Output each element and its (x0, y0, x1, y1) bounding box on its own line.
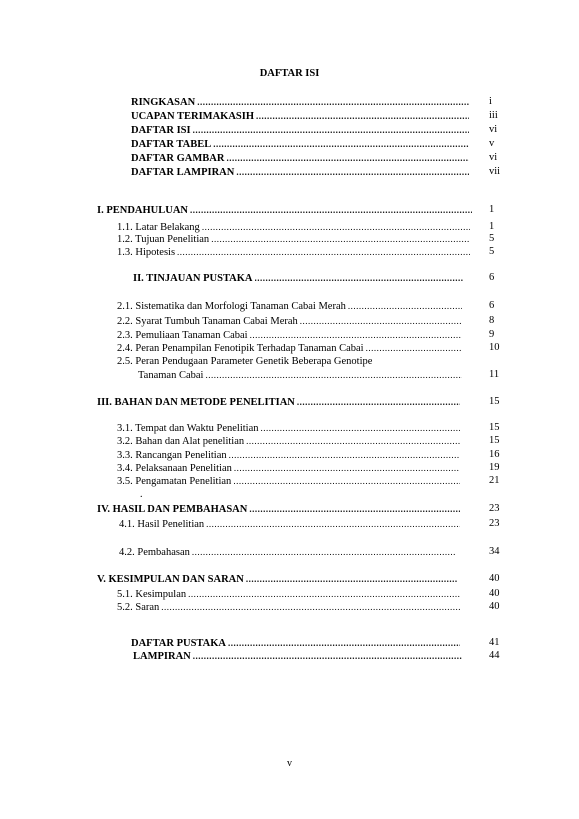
toc-page-number: vi (489, 124, 498, 135)
toc-page-number: 41 (489, 637, 500, 648)
dot-leader (193, 649, 462, 663)
dot-leader (193, 123, 469, 137)
toc-label: UCAPAN TERIMAKASIH (131, 111, 254, 122)
dot-leader (261, 421, 460, 435)
toc-label: II. TINJAUAN PUSTAKA (133, 273, 253, 284)
toc-entry-ringkasan[interactable] (131, 95, 471, 109)
toc-entry-2-5-cont[interactable] (138, 368, 464, 382)
toc-page-number: 19 (489, 462, 500, 473)
toc-entry-4-1[interactable] (119, 517, 462, 531)
toc-page-number: 15 (489, 435, 500, 446)
toc-entry-daftar-lampiran[interactable] (131, 165, 471, 179)
dot-leader (228, 636, 460, 650)
toc-entry-1-3[interactable] (117, 245, 472, 259)
toc-page-number: v (489, 138, 495, 149)
toc-page-number: 23 (489, 518, 500, 529)
toc-label: 3.1. Tempat dan Waktu Penelitian (117, 423, 259, 434)
toc-chapter-bahan-dan-metode[interactable] (97, 395, 462, 409)
toc-page-number: 16 (489, 449, 500, 460)
dot-leader (205, 368, 462, 382)
toc-entry-2-4[interactable] (117, 341, 464, 355)
toc-page-number: 1 (489, 221, 495, 232)
dot-leader (233, 474, 460, 488)
dot-leader (192, 545, 456, 559)
toc-page-number: 44 (489, 650, 500, 661)
toc-entry-4-2[interactable] (119, 545, 458, 559)
toc-label: 4.2. Pembahasan (119, 547, 190, 558)
toc-label: 5.2. Saran (117, 602, 160, 613)
toc-entry-3-4[interactable] (117, 461, 462, 475)
stray-mark: . (140, 489, 143, 500)
toc-entry-3-2[interactable] (117, 434, 462, 448)
toc-label: 1.1. Latar Belakang (117, 222, 200, 233)
toc-page-number: 34 (489, 546, 500, 557)
toc-entry-5-1[interactable] (117, 587, 462, 601)
toc-entry-2-1[interactable] (117, 299, 464, 313)
dot-leader (211, 232, 470, 246)
dot-leader (213, 137, 469, 151)
dot-leader (177, 245, 470, 259)
toc-page-number: 23 (489, 503, 500, 514)
toc-label: DAFTAR TABEL (131, 139, 212, 150)
dot-leader (226, 151, 469, 165)
toc-label: Tanaman Cabai (138, 370, 204, 381)
toc-label: DAFTAR PUSTAKA (131, 638, 226, 649)
toc-label: RINGKASAN (131, 97, 196, 108)
dot-leader (255, 271, 463, 285)
dot-leader (249, 502, 460, 516)
toc-entry-3-1[interactable] (117, 421, 462, 435)
toc-entry-lampiran[interactable] (133, 649, 464, 663)
dot-leader (229, 448, 460, 462)
toc-label: V. KESIMPULAN DAN SARAN (97, 574, 244, 585)
toc-entry-daftar-isi[interactable] (131, 123, 471, 137)
toc-label: 5.1. Kesimpulan (117, 589, 187, 600)
toc-entry-daftar-pustaka[interactable] (131, 636, 462, 650)
dot-leader (236, 165, 469, 179)
toc-page-number: 1 (489, 204, 495, 215)
dot-leader (250, 328, 462, 342)
toc-page-number: vii (489, 166, 501, 177)
toc-page-number: 15 (489, 396, 500, 407)
toc-label: 4.1. Hasil Penelitian (119, 519, 205, 530)
toc-chapter-kesimpulan-dan-saran[interactable] (97, 572, 460, 586)
toc-page-number: 9 (489, 329, 495, 340)
dot-leader (366, 341, 462, 355)
dot-leader (300, 314, 462, 328)
toc-chapter-pendahuluan[interactable] (97, 203, 474, 217)
toc-page-number: 5 (489, 233, 495, 244)
toc-label: 1.2. Tujuan Penelitian (117, 234, 210, 245)
toc-entry-1-2[interactable] (117, 232, 472, 246)
toc-page-number: 8 (489, 315, 495, 326)
toc-page-number: 6 (489, 300, 495, 311)
page-title: DAFTAR ISI (259, 68, 320, 79)
dot-leader (234, 461, 460, 475)
dot-leader (256, 109, 469, 123)
toc-page-number: vi (489, 152, 498, 163)
dot-leader (246, 572, 458, 586)
toc-label: 2.4. Peran Penampilan Fenotipik Terhadap Tanaman Cabai (117, 343, 364, 354)
dot-leader (188, 587, 460, 601)
toc-label: 2.5. Peran Pendugaan Parameter Genetik Beberapa Genotipe (117, 356, 373, 367)
toc-label: 2.3. Pemuliaan Tanaman Cabai (117, 330, 248, 341)
toc-page-number: 11 (489, 369, 500, 380)
dot-leader (161, 600, 460, 614)
dot-leader (246, 434, 460, 448)
toc-label: III. BAHAN DAN METODE PENELITIAN (97, 397, 295, 408)
toc-page-number: iii (489, 110, 498, 121)
footer-page-number: v (287, 758, 292, 769)
dot-leader (197, 95, 469, 109)
toc-page-number: 40 (489, 573, 500, 584)
toc-page-number: 40 (489, 601, 500, 612)
toc-page-number: 5 (489, 246, 495, 257)
toc-chapter-tinjauan-pustaka[interactable] (133, 271, 465, 285)
toc-label: LAMPIRAN (133, 651, 191, 662)
toc-label: 3.4. Pelaksanaan Penelitian (117, 463, 232, 474)
toc-label: DAFTAR ISI (131, 125, 191, 136)
toc-label: 3.3. Rancangan Penelitian (117, 450, 227, 461)
toc-label: DAFTAR LAMPIRAN (131, 167, 235, 178)
toc-label: 2.2. Syarat Tumbuh Tanaman Cabai Merah (117, 316, 298, 327)
toc-entry-5-2[interactable] (117, 600, 462, 614)
toc-page-number: 10 (489, 342, 500, 353)
toc-entry-daftar-gambar[interactable] (131, 151, 471, 165)
toc-label: IV. HASIL DAN PEMBAHASAN (97, 504, 248, 515)
toc-label: 3.2. Bahan dan Alat penelitian (117, 436, 245, 447)
toc-entry-2-2[interactable] (117, 314, 464, 328)
toc-page-number: 21 (489, 475, 500, 486)
toc-label: 2.1. Sistematika dan Morfologi Tanaman Cabai Merah (117, 301, 346, 312)
toc-entry-daftar-tabel[interactable] (131, 137, 471, 151)
dot-leader (206, 517, 460, 531)
toc-entry-ucapan-terimakasih[interactable] (131, 109, 471, 123)
toc-label: I. PENDAHULUAN (97, 205, 189, 216)
toc-entry-3-5[interactable] (117, 474, 462, 488)
toc-label: 3.5. Pengamatan Penelitian (117, 476, 232, 487)
dot-leader (348, 299, 462, 313)
toc-entry-3-3[interactable] (117, 448, 462, 462)
toc-label: 1.3. Hipotesis (117, 247, 176, 258)
dot-leader (190, 203, 472, 217)
toc-page-number: 40 (489, 588, 500, 599)
toc-page-number: 6 (489, 272, 495, 283)
toc-label: DAFTAR GAMBAR (131, 153, 225, 164)
toc-entry-2-3[interactable] (117, 328, 464, 342)
toc-page-number: 15 (489, 422, 500, 433)
toc-chapter-hasil-dan-pembahasan[interactable] (97, 502, 462, 516)
toc-page-number: i (489, 96, 492, 107)
toc-entry-2-5[interactable] (117, 355, 464, 369)
dot-leader (297, 395, 460, 409)
